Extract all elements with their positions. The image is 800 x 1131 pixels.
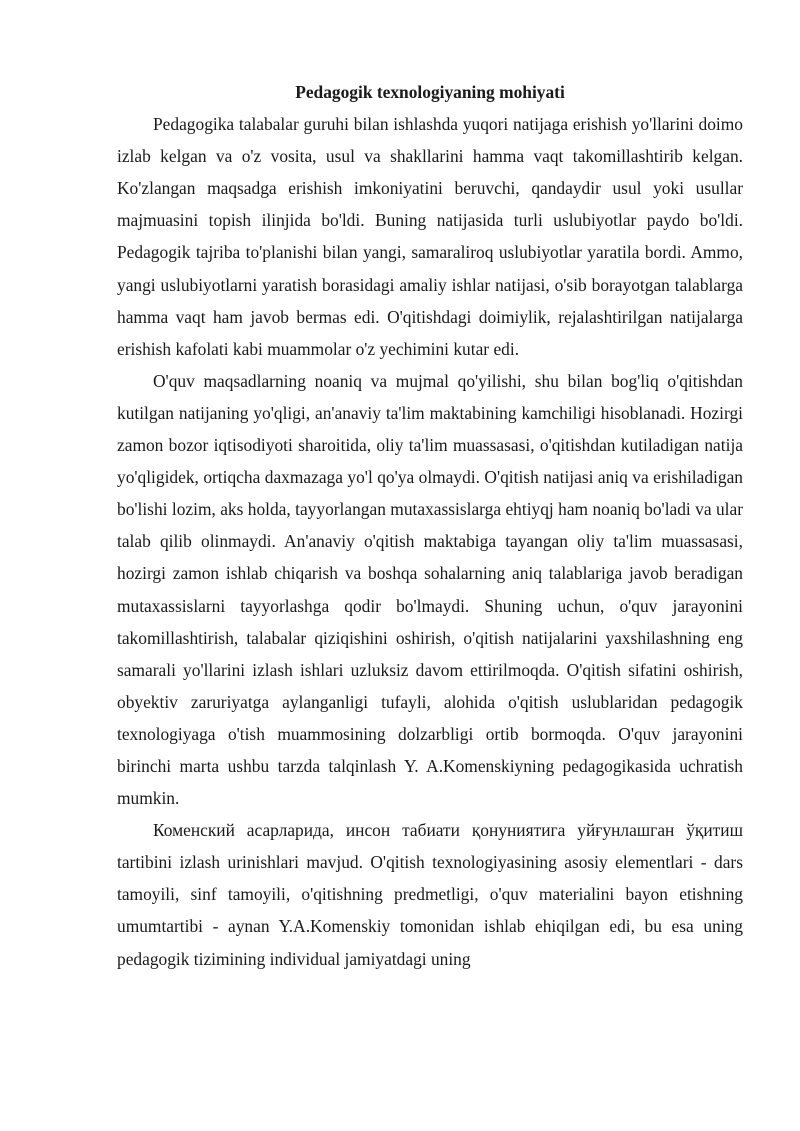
paragraph-3: Коменский асарларида, инсон табиати қонуниятига уйғунлашган ўқитиш tartibini izlash urinishlari mavjud. O'qitish texnologiyasining asosiy elementlari - dars tamoyili, sinf tamoyili, o'qitishning predmetligi, o'quv materialini bayon etishning umumtartibi - aynan Y.A.Komenskiy tomonidan ishlab ehiqilgan edi, bu esa uning pedagogik tizimining individual jamiyatdagi uning bbox=[117, 820, 743, 969]
paragraph-2: O'quv maqsadlarning noaniq va mujmal qo'yilishi, shu bilan bog'liq o'qitishdan kutilgan natijaning yo'qligi, an'anaviy ta'lim maktabining kamchiligi hisoblanadi. Hozirgi zamon bozor iqtisodiyoti sharoitida, oliy ta'lim muassasasi, o'qitishdan kutiladigan natija yo'qligidek, ortiqcha daxmazaga yo'l qo'ya olmaydi. O'qitish natijasi aniq va erishiladigan bo'lishi lozim, aks holda, tayyorlangan mutaxassislarga ehtiyqj ham noaniq bo'ladi va ular talab qilib olinmaydi. An'anaviy o'qitish maktabiga tayangan oliy ta'lim muassasasi, hozirgi zamon ishlab chiqarish va boshqa sohalarning aniq talablariga javob beradigan mutaxassislarni tayyorlashga qodir bo'lmaydi. Shuning uchun, o'quv jarayonini takomillashtirish, talabalar qiziqishini oshirish, o'qitish natijalarini yaxshilashning eng samarali yo'llarini izlash ishlari uzluksiz davom ettirilmoqda. O'qitish sifatini oshirish, obyektiv zaruriyatga aylanganligi tufayli, alohida o'qitish uslublaridan pedagogik texnologiyaga o'tish muammosining dolzarbligi ortib bormoqda. O'quv jarayonini birinchi marta ushbu tarzda talqinlash Y. A.Komenskiyning pedagogikasida uchratish mumkin. bbox=[117, 370, 743, 809]
document-page bbox=[117, 76, 743, 975]
paragraph-1: Pedagogika talabalar guruhi bilan ishlashda yuqori natijaga erishish yo'llarini doimo izlab kelgan va o'z vosita, usul va shakllarini hamma vaqt takomillashtirib kelgan. Ko'zlangan maqsadga erishish imkoniyatini beruvchi, qandaydir usul yoki usullar majmuasini topish ilinjida bo'ldi. Buning natijasida turli uslubiyotlar paydo bo'ldi. Pedagogik tajriba to'planishi bilan yangi, samaraliroq uslubiyotlar yaratila bordi. Ammo, yangi uslubiyotlarni yaratish borasidagi amaliy ishlar natijasi, o'sib borayotgan talablarga hamma vaqt ham javob bermas edi. O'qitishdagi doimiylik, rejalashtirilgan natijalarga erishish kafolati kabi muammolar o'z yechimini kutar edi. bbox=[117, 114, 743, 359]
document-title: Pedagogik texnologiyaning mohiyati bbox=[295, 82, 565, 102]
